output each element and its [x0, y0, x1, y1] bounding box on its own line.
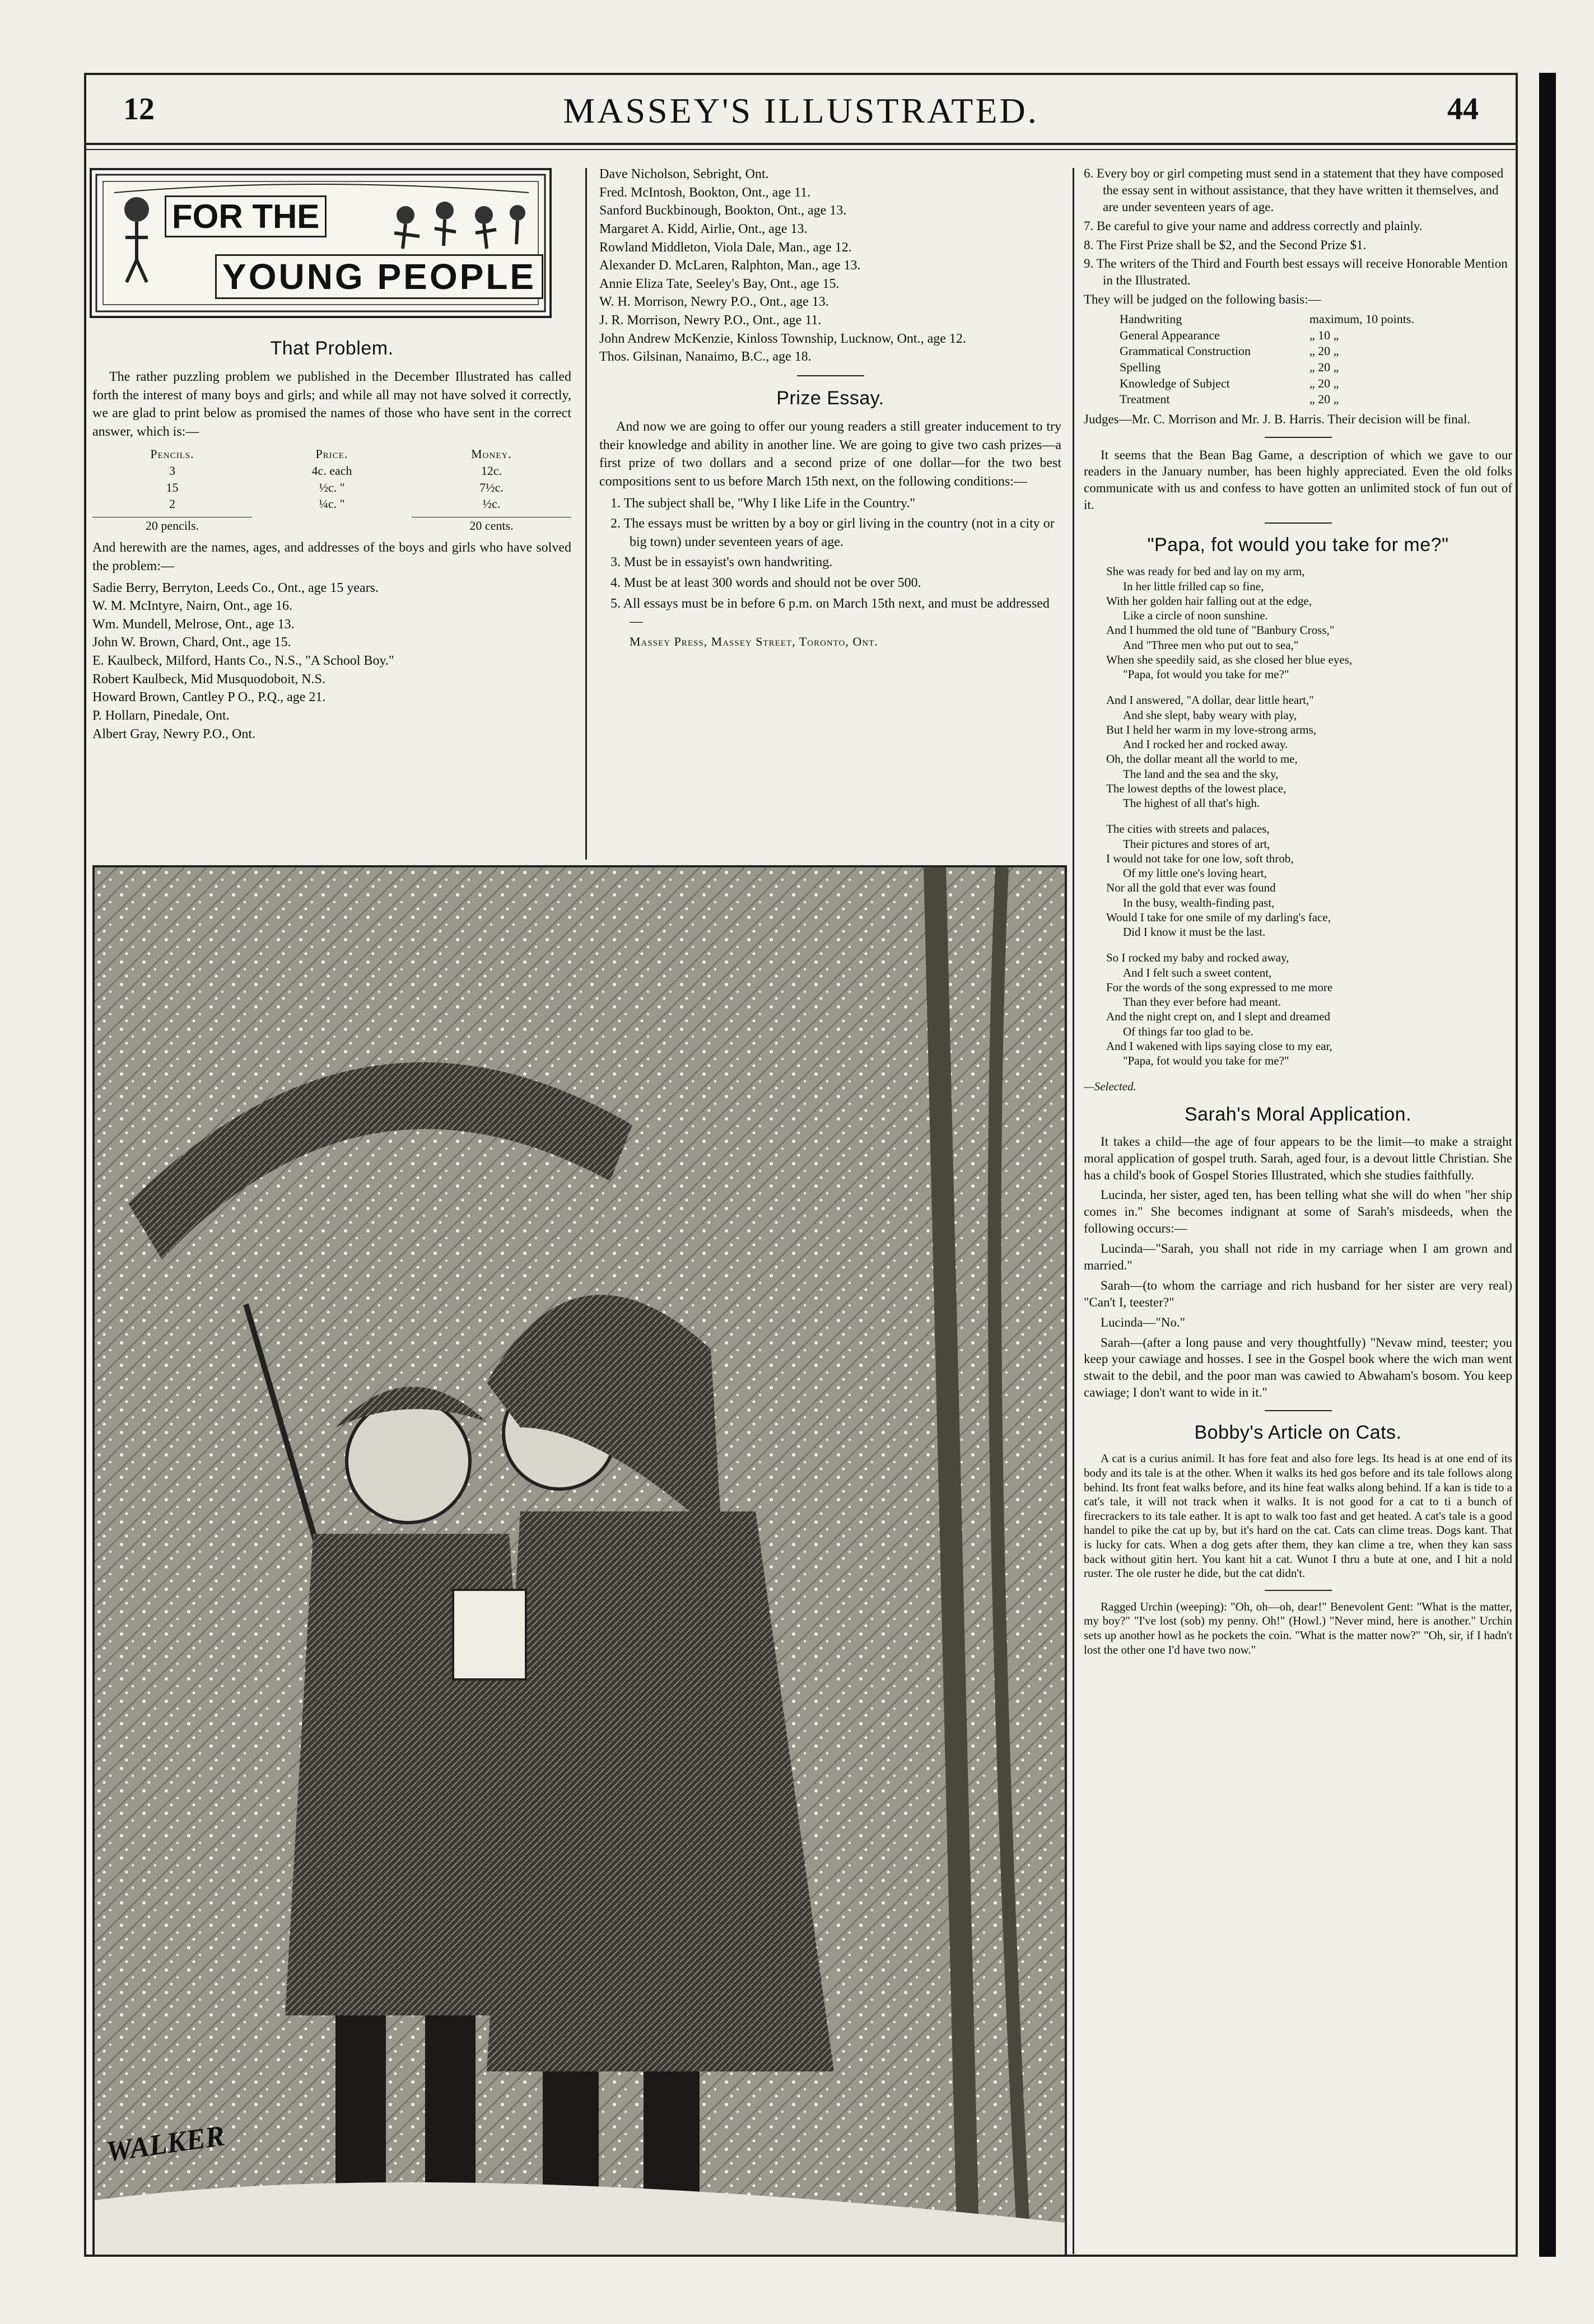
- condition-item: 7. Be careful to give your name and address correctly and plainly.: [1084, 218, 1423, 233]
- answer-cell: 12c.: [481, 463, 502, 478]
- condition-item: 3. Must be in essayist's own handwriting.: [610, 555, 833, 570]
- essay-conditions: [610, 494, 1061, 631]
- sarah-paragraph: Lucinda—"Sarah, you shall not ride in my carriage when I am grown and married.": [1084, 1242, 1512, 1272]
- poem-stanza: [1106, 564, 1512, 682]
- answer-table-header: Pencils.: [150, 446, 194, 461]
- poem-stanza: [1106, 950, 1512, 1068]
- poem-line: And I answered, "A dollar, dear little heart,": [1106, 693, 1314, 707]
- essay-heading: Prize Essay.: [776, 387, 884, 409]
- scoring-label: General Appearance: [1120, 328, 1220, 342]
- poem-stanza: [1106, 693, 1512, 810]
- condition-item: 4. Must be at least 300 words and should not be over 500.: [610, 576, 921, 591]
- answer-cell: 2: [169, 497, 175, 511]
- urchin-anecdote: Ragged Urchin (weeping): "Oh, oh—oh, dear!" Benevolent Gent: "What is the matter, my boy?" "I've lost (sob) my penny. Oh!" (Howl.) "Never mind, here is another." Urchin sets up another howl as he pockets the coin. "What is the matter now?" "Oh, sir, if I hadn't lost the other one I'd have two now.": [1084, 1599, 1512, 1656]
- column-3: [1084, 165, 1512, 1660]
- poem-line: But I held her warm in my love-strong arms,: [1106, 722, 1317, 736]
- column-1: [92, 328, 571, 743]
- masthead-title: MASSEY'S ILLUSTRATED.: [563, 91, 1039, 130]
- problem-heading: That Problem.: [270, 338, 394, 359]
- scoring-points: „ 20 „: [1309, 360, 1339, 374]
- poem-line: And I hummed the old tune of "Banbury Cross,": [1106, 623, 1335, 637]
- page-number-right: 44: [1447, 92, 1479, 127]
- section-divider: [1265, 1590, 1332, 1591]
- poem-line: For the words of the song expressed to me more: [1106, 980, 1333, 994]
- answer-cell: ¼c. ": [319, 497, 345, 511]
- poem-line: And "Three men who put out to sea,": [1123, 638, 1299, 652]
- condition-item: 1. The subject shall be, "Why I like Life in the Country.": [610, 496, 916, 511]
- essay-address: Massey Press, Massey Street, Toronto, Ont.: [630, 634, 878, 648]
- scoring-row: [1117, 328, 1460, 344]
- poem-line: Did I know it must be the last.: [1123, 925, 1266, 939]
- poem-line: And I felt such a sweet content,: [1123, 965, 1272, 979]
- sarah-paragraph: Lucinda—"No.": [1101, 1315, 1185, 1329]
- answer-table-header: Price.: [315, 446, 348, 461]
- list-item: Thos. Gilsinan, Nanaimo, B.C., age 18.: [599, 349, 812, 365]
- scoring-row: [1117, 311, 1460, 328]
- answer-cell: 15: [166, 480, 179, 494]
- list-item: Dave Nicholson, Sebright, Ont.: [599, 167, 769, 181]
- solvers-list-continued: [599, 165, 1061, 366]
- scoring-label: Knowledge of Subject: [1120, 376, 1230, 390]
- list-item: Howard Brown, Cantley P O., P.Q., age 21.: [92, 690, 326, 705]
- answer-table-header: Money.: [471, 446, 512, 461]
- condition-item: 9. The writers of the Third and Fourth best essays will receive Honorable Mention in the Illustrated.: [1084, 256, 1508, 288]
- scoring-label: Spelling: [1120, 360, 1161, 374]
- poem-line: She was ready for bed and lay on my arm,: [1106, 564, 1305, 578]
- scoring-points: „ 10 „: [1309, 328, 1339, 342]
- poem-line: With her golden hair falling out at the edge,: [1106, 594, 1312, 608]
- condition-item: 2. The essays must be written by a boy or girl living in the country (not in a city or big town) under seventeen years of age.: [610, 516, 1055, 549]
- poem-line: When she speedily said, as she closed her blue eyes,: [1106, 652, 1353, 666]
- list-item: E. Kaulbeck, Milford, Hants Co., N.S., "A School Boy.": [92, 654, 394, 669]
- condition-item: 8. The First Prize shall be $2, and the Second Prize $1.: [1084, 237, 1367, 252]
- answer-cell: 4c. each: [311, 463, 352, 478]
- poem-stanza: [1106, 822, 1512, 939]
- banner-line-1: FOR THE: [165, 195, 327, 237]
- judges-note: Judges—Mr. C. Morrison and Mr. J. B. Harris. Their decision will be final.: [1084, 412, 1471, 426]
- winter-children-illustration: [92, 865, 1067, 2257]
- young-people-banner: [90, 168, 552, 318]
- answer-table: [92, 446, 571, 535]
- scoring-points: „ 20 „: [1309, 392, 1339, 407]
- column-divider-1: [585, 168, 587, 860]
- list-item: W. H. Morrison, Newry P.O., Ont., age 13.: [599, 295, 829, 310]
- essay-conditions-continued: [1084, 165, 1512, 289]
- bobby-heading: Bobby's Article on Cats.: [1194, 1422, 1402, 1444]
- sarah-heading: Sarah's Moral Application.: [1184, 1103, 1412, 1125]
- column-2: [599, 165, 1061, 650]
- sarah-paragraph: Sarah—(to whom the carriage and rich husband for her sister are very real) "Can't I, teester?": [1084, 1278, 1512, 1309]
- list-item: Margaret A. Kidd, Airlie, Ont., age 13.: [599, 221, 808, 236]
- condition-item: 6. Every boy or girl competing must send in a statement that they have composed the essay sent in without assistance, that they have written it themselves, and are under seventeen years of age.: [1084, 166, 1504, 214]
- page-header: [84, 87, 1518, 137]
- essay-intro: And now we are going to offer our young readers a still greater inducement to try their knowledge and ability in another line. We are going to give two cash prizes—a first prize of two dollars and a second prize of one dollar—for the two best compositions sent to us before March 15th next, on the following conditions:—: [599, 419, 1061, 489]
- answer-total: 20 cents.: [412, 517, 571, 534]
- scoring-label: Treatment: [1120, 392, 1170, 407]
- scoring-row: [1117, 376, 1460, 392]
- answer-row: [92, 463, 571, 479]
- poem-line: Their pictures and stores of art,: [1123, 837, 1270, 851]
- poem-line: And she slept, baby weary with play,: [1123, 708, 1297, 722]
- scoring-label: Grammatical Construction: [1120, 344, 1251, 358]
- poem-line: "Papa, fot would you take for me?": [1123, 668, 1289, 682]
- artist-signature: WALKER: [104, 2120, 227, 2168]
- sarah-paragraph: It takes a child—the age of four appears to be the limit—to make a straight moral application of gospel truth. Sarah, aged four, is a devout little Christian. She has a child's book of Gospel Stories Illustrated, which she studies faithfully.: [1084, 1134, 1512, 1182]
- poem-line: The cities with streets and palaces,: [1106, 822, 1270, 836]
- section-divider: [1265, 1410, 1332, 1411]
- poem-line: Nor all the gold that ever was found: [1106, 881, 1276, 895]
- poem-line: In her little frilled cap so fine,: [1123, 579, 1264, 593]
- page-edge-shadow: [1539, 73, 1556, 2257]
- scoring-points: „ 20 „: [1309, 344, 1339, 358]
- poem-line: Would I take for one smile of my darling's face,: [1106, 910, 1331, 924]
- poem-line: "Papa, fot would you take for me?": [1123, 1054, 1289, 1068]
- list-item: Sadie Berry, Berryton, Leeds Co., Ont., age 15 years.: [92, 580, 379, 595]
- list-item: Annie Eliza Tate, Seeley's Bay, Ont., age 15.: [599, 276, 840, 291]
- list-item: John Andrew McKenzie, Kinloss Township, Lucknow, Ont., age 12.: [599, 331, 966, 346]
- scoring-row: [1117, 343, 1460, 360]
- poem-line: In the busy, wealth-finding past,: [1123, 895, 1275, 909]
- header-rule: [84, 143, 1518, 145]
- sarah-paragraph: Sarah—(after a long pause and very thoughtfully) "Nevaw mind, teester; you keep your cawiage and hosses. I see in the Gospel book where the wich man went stwait to the debil, and the poor man was cawied to Abwaham's bosom. You keep cawiage; I don't want to wide in it.": [1084, 1335, 1512, 1400]
- poem-line: I would not take for one low, soft throb,: [1106, 851, 1294, 865]
- list-item: Alexander D. McLaren, Ralphton, Man., age 13.: [599, 258, 861, 273]
- answer-totals-row: [92, 517, 571, 534]
- poem-line: Of things far too glad to be.: [1123, 1024, 1253, 1038]
- poem-line: Oh, the dollar meant all the world to me,: [1106, 752, 1298, 766]
- list-item: W. M. McIntyre, Nairn, Ont., age 16.: [92, 599, 293, 614]
- column-divider-2: [1073, 168, 1074, 2254]
- list-item: Albert Gray, Newry P.O., Ont.: [92, 726, 256, 741]
- section-divider: [1265, 522, 1332, 524]
- poem-line: So I rocked my baby and rocked away,: [1106, 951, 1289, 965]
- solvers-list: [92, 579, 571, 744]
- answer-total: 20 pencils.: [92, 517, 252, 534]
- list-item: J. R. Morrison, Newry P.O., Ont., age 11.: [599, 313, 822, 328]
- engraving-picture: [95, 867, 1065, 2255]
- scoring-points: maximum, 10 points.: [1309, 312, 1414, 326]
- names-intro: And herewith are the names, ages, and addresses of the boys and girls who have solved the problem:—: [92, 540, 571, 573]
- list-item: P. Hollarn, Pinedale, Ont.: [92, 708, 230, 723]
- scoring-table: [1117, 311, 1460, 408]
- answer-row: [92, 496, 571, 512]
- list-item: Sanford Buckbinough, Bookton, Ont., age 13.: [599, 203, 847, 218]
- poem-line: And I rocked her and rocked away.: [1123, 738, 1288, 752]
- list-item: Rowland Middleton, Viola Dale, Man., age 12.: [599, 240, 852, 255]
- poem-line: The land and the sea and the sky,: [1123, 767, 1279, 781]
- section-divider: [1265, 437, 1332, 438]
- section-divider: [797, 375, 864, 376]
- answer-row: [92, 479, 571, 496]
- answer-cell: ½c.: [482, 497, 501, 511]
- poem-credit: —Selected.: [1084, 1080, 1136, 1094]
- poem-title: "Papa, fot would you take for me?": [1147, 534, 1449, 556]
- scoring-row: [1117, 360, 1460, 376]
- poem-line: Like a circle of noon sunshine.: [1123, 609, 1268, 623]
- page-number-left: 12: [123, 92, 155, 127]
- poem-line: And I wakened with lips saying close to my ear,: [1106, 1039, 1332, 1053]
- list-item: Wm. Mundell, Melrose, Ont., age 13.: [92, 617, 295, 632]
- bean-bag-note: It seems that the Bean Bag Game, a description of which we gave to our readers in the January number, has been highly appreciated. Even the old folks communicate with us and confess to have gotten an unlimited stock of fun out of it.: [1084, 447, 1512, 512]
- header-rule-thin: [84, 149, 1518, 150]
- bobby-article: A cat is a curius animil. It has fore feat and also fore legs. Its head is at one end of its body and its tale is at the other. When it walks its hed gos before and its tale follows along behind. Its front feat walks before, and its hine feat walks along behind. If a kan is tide to a cat's tale, it will not track when it walks. It is not good for a cat to ti a bunch of firecrackers to its tale eather. It is apt to walk too fast and get heated. A cat's tale is a good handel to pike the cat up by, but it's hard on the cat. Cats can clime treas. Dogs kant. That is lucky for cats. When a dog gets after them, they kan clime a tre, when they kan sass back without gitin hert. You kant hit a cat. Wunot I thru a bute at one, and I hit a nold ruster. The ole ruster he dide, but the cat didn't.: [1084, 1452, 1512, 1580]
- scoring-row: [1117, 391, 1460, 408]
- answer-cell: 3: [169, 463, 175, 478]
- banner-line-2: YOUNG PEOPLE: [215, 254, 543, 299]
- poem-line: The highest of all that's high.: [1123, 796, 1260, 810]
- scoring-label: Handwriting: [1120, 312, 1182, 326]
- problem-intro: The rather puzzling problem we published in the December Illustrated has called forth the interest of many boys and girls; and while all may not have solved it correctly, we are glad to print below as promised the names of those who have sent in the correct answer, which is:—: [92, 370, 571, 440]
- poem-line: Of my little one's loving heart,: [1123, 866, 1267, 880]
- poem: [1084, 564, 1512, 1094]
- poem-line: The lowest depths of the lowest place,: [1106, 781, 1287, 795]
- sarah-paragraph: Lucinda, her sister, aged ten, has been telling what she will do when "her ship comes in." She becomes indignant at some of Sarah's misdeeds, when the following occurs:—: [1084, 1188, 1512, 1236]
- basis-intro: They will be judged on the following basis:—: [1084, 292, 1321, 307]
- list-item: Fred. McIntosh, Bookton, Ont., age 11.: [599, 185, 811, 200]
- scoring-points: „ 20 „: [1309, 376, 1339, 390]
- answer-cell: ½c. ": [319, 480, 345, 494]
- condition-item: 5. All essays must be in before 6 p.m. on March 15th next, and must be addressed—: [610, 596, 1050, 629]
- answer-cell: 7½c.: [479, 480, 504, 494]
- list-item: John W. Brown, Chard, Ont., age 15.: [92, 635, 291, 650]
- poem-line: And the night crept on, and I slept and dreamed: [1106, 1010, 1331, 1024]
- list-item: Robert Kaulbeck, Mid Musquodoboit, N.S.: [92, 671, 325, 687]
- poem-line: Than they ever before had meant.: [1123, 995, 1281, 1009]
